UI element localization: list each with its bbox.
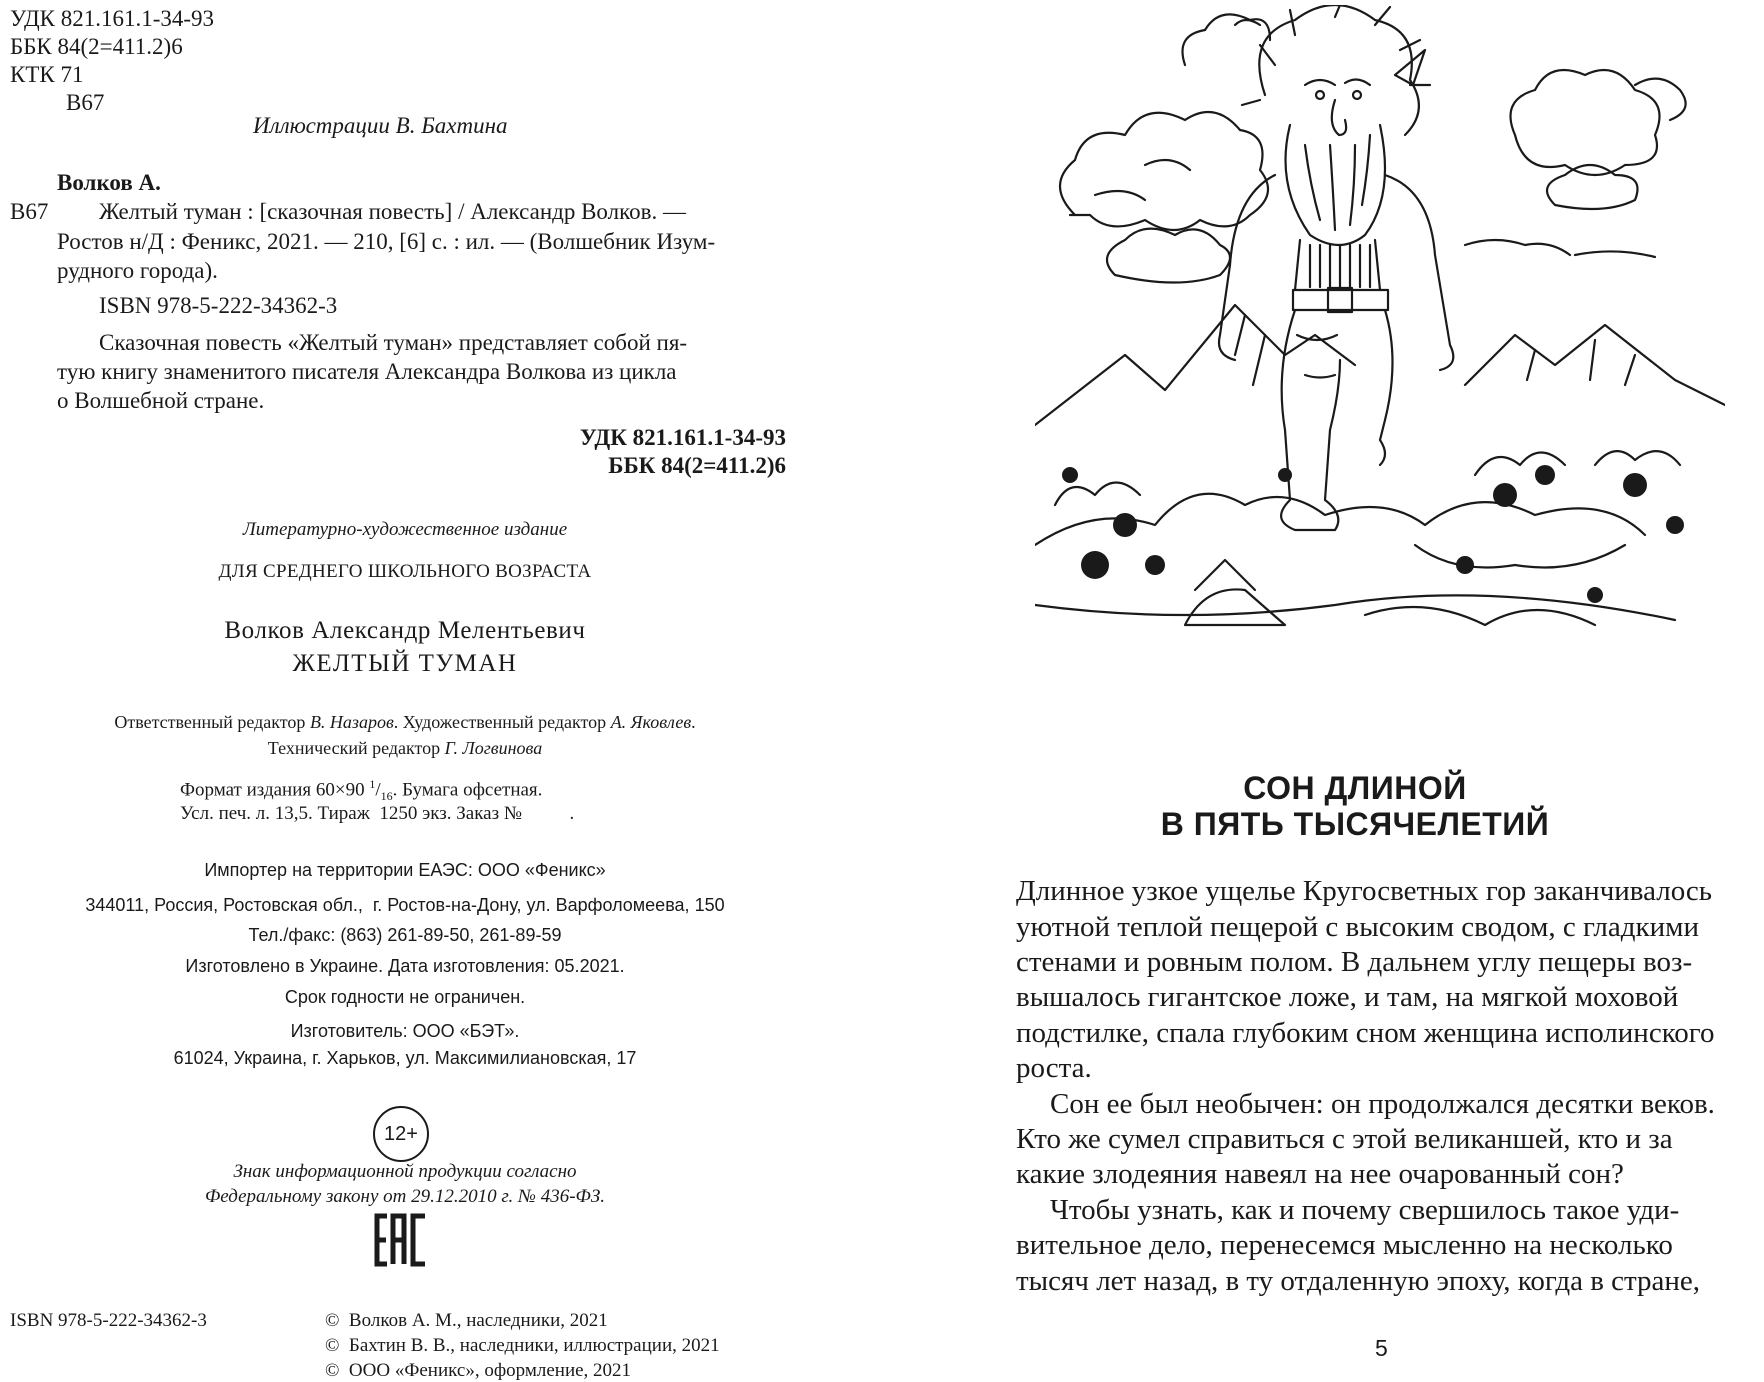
- importer-line-2: 344011, Россия, Ростовская обл., г. Ростов-на-Дону, ул. Варфоломеева, 150: [85, 895, 725, 915]
- art-editor-label: . Художественный редактор: [393, 712, 611, 732]
- chapter-title-line-1: СОН ДЛИНОЙ: [1243, 770, 1467, 806]
- importer-line-3: Тел./факс: (863) 261-89-50, 261-89-59: [248, 925, 562, 945]
- importer-line-1: Импортер на территории ЕАЭС: ООО «Феникс»: [204, 860, 606, 880]
- art-editor-name: А. Яковлев: [610, 712, 692, 732]
- importer-line-5: Срок годности не ограничен.: [284, 987, 526, 1007]
- paragraph-3-line-2: вительное дело, перенесемся мысленно на несколько: [1016, 1229, 1673, 1261]
- catalog-mark: В67: [10, 199, 49, 224]
- udk-header: УДК 821.161.1-34-93: [10, 6, 215, 31]
- eac-mark: [373, 1212, 429, 1273]
- edition-type: Литературно-художественное издание: [242, 519, 568, 540]
- catalog-author: Волков А.: [57, 170, 161, 195]
- page-number: 5: [1375, 1335, 1388, 1361]
- copyright-2: © Бахтин В. В., наследники, иллюстрации, 2021: [325, 1335, 720, 1356]
- editors-end: .: [691, 712, 696, 732]
- format-line-2: Усл. печ. л. 13,5. Тираж 1250 экз. Заказ № .: [180, 803, 575, 824]
- paragraph-3-line-3: тысяч лет назад, в ту отдаленную эпоху, когда в стране,: [1016, 1265, 1701, 1297]
- importer-line-6: Изготовитель: ООО «БЭТ».: [290, 1021, 520, 1041]
- catalog-line-3: рудного города).: [57, 258, 218, 283]
- annotation-line-3: о Волшебной стране.: [57, 388, 265, 413]
- tech-editor-line: [10, 738, 800, 759]
- format-fraction-den: 16: [380, 789, 393, 804]
- giant-illustration: [1035, 5, 1725, 670]
- paragraph-2-line-2: Кто же сумел справиться с этой великаншей, кто и за: [1016, 1123, 1673, 1155]
- tech-editor-name: Г. Логвинова: [444, 738, 543, 758]
- resp-editor-label: Ответственный редактор: [114, 712, 310, 732]
- paragraph-1-line-6: роста.: [1016, 1052, 1092, 1084]
- paragraph-1-line-5: подстилке, спала глубоким сном женщина исполинского: [1016, 1017, 1715, 1049]
- full-author-name: Волков Александр Мелентьевич: [224, 617, 586, 644]
- catalog-bbk: ББК 84(2=411.2)6: [608, 453, 786, 478]
- illustrations-credit: Иллюстрации В. Бахтина: [253, 113, 508, 138]
- paragraph-1-line-4: вышалось гигантское ложе, и там, на мягкой моховой: [1016, 981, 1679, 1013]
- annotation-line-2: тую книгу знаменитого писателя Александра Волкова из цикла: [57, 359, 677, 384]
- eac-logo-icon: [373, 1212, 429, 1268]
- author-mark: В67: [66, 90, 105, 115]
- paragraph-1-line-1: Длинное узкое ущелье Кругосветных гор заканчивалось: [1016, 875, 1713, 907]
- paragraph-2-line-1: Сон ее был необычен: он продолжался десятки веков.: [1050, 1088, 1715, 1120]
- copyright-1: © Волков А. М., наследники, 2021: [325, 1310, 608, 1331]
- catalog-isbn: ISBN 978-5-222-34362-3: [99, 293, 338, 318]
- audience: ДЛЯ СРЕДНЕГО ШКОЛЬНОГО ВОЗРАСТА: [218, 561, 592, 582]
- isbn-footer: ISBN 978-5-222-34362-3: [10, 1310, 207, 1331]
- bbk-header: ББК 84(2=411.2)6: [10, 34, 183, 59]
- format-line-1: Формат издания 60×90 $^1/_{16}$. Бумага офсетная.: [180, 777, 543, 804]
- tech-editor-label: Технический редактор: [267, 738, 445, 758]
- format-text: Формат издания 60×90: [180, 779, 370, 801]
- paragraph-1-line-2: уютной теплой пещерой с высоким сводом, с гладкими: [1016, 911, 1700, 943]
- importer-line-7: 61024, Украина, г. Харьков, ул. Максимилиановская, 17: [173, 1048, 637, 1068]
- paper-type: . Бумага офсетная.: [392, 779, 543, 801]
- copyright-3: © ООО «Феникс», оформление, 2021: [325, 1360, 632, 1381]
- book-title: ЖЕЛТЫЙ ТУМАН: [292, 650, 518, 677]
- catalog-line-1: Желтый туман : [сказочная повесть] / Александр Волков. —: [99, 199, 686, 224]
- catalog-line-2: Ростов н/Д : Феникс, 2021. — 210, [6] с. : ил. — (Волшебник Изум-: [57, 229, 716, 254]
- annotation-line-1: Сказочная повесть «Желтый туман» представляет собой пя-: [99, 330, 688, 355]
- paragraph-2-line-3: какие злодеяния навеял на нее очарованный сон?: [1016, 1158, 1624, 1190]
- info-sign-line-2: Федеральному закону от 29.12.2010 г. № 436-ФЗ.: [205, 1186, 605, 1207]
- info-sign-line-1: Знак информационной продукции согласно: [233, 1161, 577, 1182]
- ktk-header: КТК 71: [10, 62, 84, 87]
- age-rating-badge: 12+: [373, 1106, 429, 1162]
- catalog-udk: УДК 821.161.1-34-93: [579, 425, 786, 450]
- resp-editor-name: В. Назаров: [309, 712, 394, 732]
- chapter-title-line-2: В ПЯТЬ ТЫСЯЧЕЛЕТИЙ: [1160, 806, 1550, 842]
- editors-line: [10, 712, 800, 733]
- format-fraction-num: 1: [369, 777, 376, 791]
- paragraph-1-line-3: стенами и ровным полом. В дальнем углу пещеры воз-: [1016, 946, 1693, 978]
- paragraph-3-line-1: Чтобы узнать, как и почему свершилось такое уди-: [1050, 1194, 1680, 1226]
- importer-line-4: Изготовлено в Украине. Дата изготовления: 05.2021.: [185, 956, 625, 976]
